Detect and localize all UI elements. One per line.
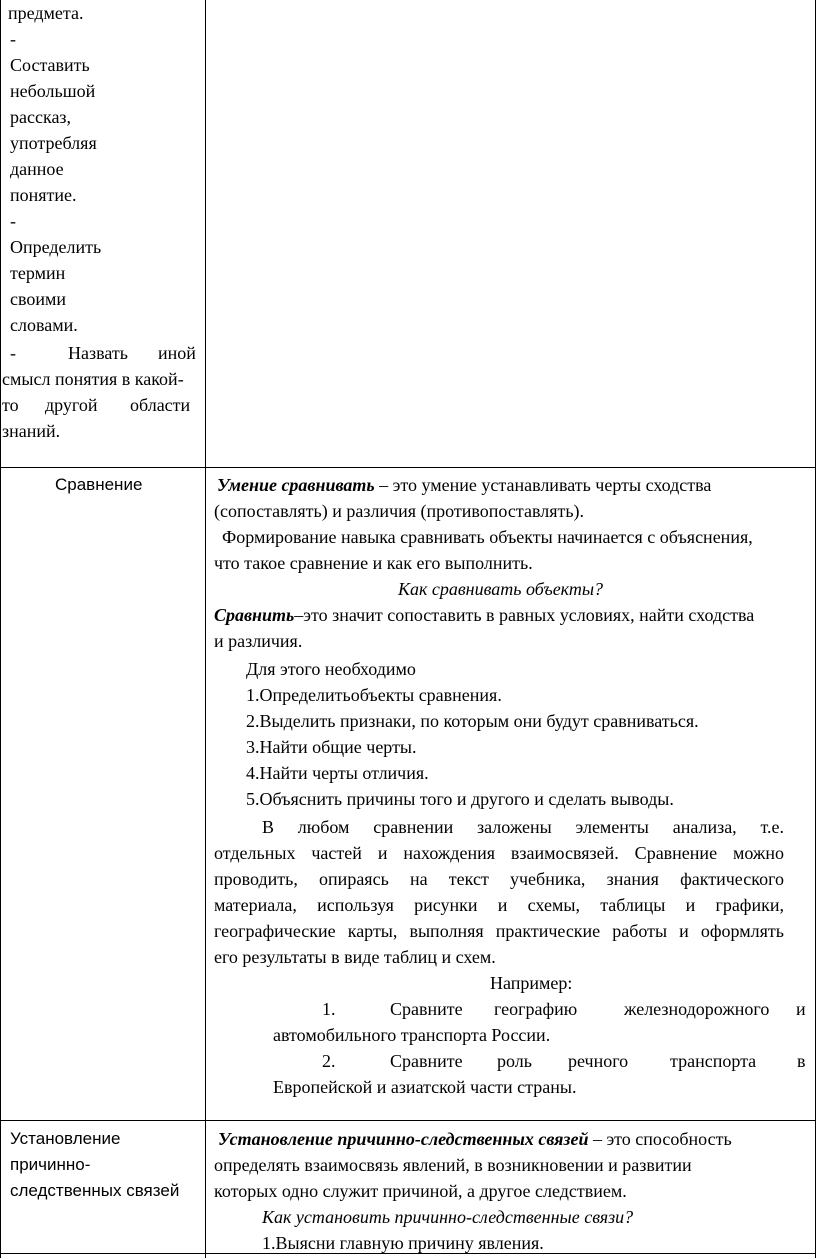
example-word: роль bbox=[497, 1051, 532, 1071]
example-word: Сравните bbox=[390, 1051, 463, 1071]
row1-line: термин bbox=[10, 263, 66, 283]
row2-p3-line2: и различия. bbox=[214, 631, 303, 651]
step-item: 3.Найти общие черты. bbox=[246, 737, 417, 757]
row-divider-2 bbox=[0, 1120, 816, 1121]
example-number: 2. bbox=[322, 1051, 336, 1071]
row1-word: области bbox=[130, 395, 191, 415]
example-word: географию bbox=[494, 999, 578, 1019]
row1-line: данное bbox=[10, 159, 64, 179]
table-left-border bbox=[0, 0, 1, 1258]
row1-dash: - bbox=[10, 343, 16, 363]
example-line2: автомобильного транспорта России. bbox=[273, 1025, 551, 1045]
row2-p2-line2: что такое сравнение и как его выполнить. bbox=[214, 553, 533, 573]
analysis-line-last: его результаты в виде таблиц и схем. bbox=[214, 947, 496, 967]
row3-heading: Как установить причинно-следственные связи? bbox=[262, 1207, 634, 1227]
row1-word: другой bbox=[45, 395, 98, 415]
row2-p2-line1: Формирование навыка сравнивать объекты начинается с объяснения, bbox=[222, 527, 753, 547]
row1-line: знаний. bbox=[2, 421, 61, 441]
row1-line: рассказ, bbox=[10, 107, 72, 127]
example-word: Сравните bbox=[390, 999, 463, 1019]
row3-p1-line1 bbox=[218, 1126, 732, 1152]
example-word: и bbox=[796, 999, 806, 1019]
step-item: 5.Объяснить причины того и другого и сделать выводы. bbox=[246, 789, 674, 809]
row1-line: понятие. bbox=[10, 185, 77, 205]
example-word: в bbox=[797, 1051, 806, 1071]
analysis-line: В любом сравнении заложены элементы анализа, т.е. bbox=[262, 817, 784, 837]
term-compare: Сравнить bbox=[214, 605, 295, 625]
row1-line: своими bbox=[10, 289, 67, 309]
row1-line: употребляя bbox=[10, 133, 97, 153]
example-word: железнодорожного bbox=[624, 999, 770, 1019]
step-item: 2.Выделить признаки, по которым они будут сравниваться. bbox=[246, 711, 699, 731]
row3-label-line: Установление bbox=[10, 1129, 121, 1148]
p1-rest: – это умение устанавливать черты сходства bbox=[374, 475, 712, 495]
p3-rest: –это значит сопоставить в равных условиях, найти сходства bbox=[294, 605, 755, 625]
analysis-line: отдельных частей и нахождения взаимосвязей. Сравнение можно bbox=[214, 843, 784, 863]
row-divider-1 bbox=[0, 467, 816, 468]
example-word: транспорта bbox=[670, 1051, 757, 1071]
row2-p1-line1 bbox=[217, 472, 711, 498]
row2-p1-line2: (сопоставлять) и различия (противопоставлять). bbox=[214, 501, 585, 521]
analysis-line: проводить, опираясь на текст учебника, знания фактического bbox=[214, 869, 784, 889]
example-word: речного bbox=[568, 1051, 629, 1071]
row3-p1-line2: определять взаимосвязь явлений, в возникновении и развитии bbox=[214, 1155, 692, 1175]
steps-intro: Для этого необходимо bbox=[246, 659, 416, 679]
row3-step1: 1.Выясни главную причину явления. bbox=[262, 1233, 544, 1253]
analysis-line: материала, используя рисунки и схемы, таблицы и графики, bbox=[214, 895, 784, 915]
row2-p3-line1 bbox=[214, 602, 754, 628]
row1-word: Назвать bbox=[68, 343, 128, 363]
row1-word: иной bbox=[158, 343, 196, 363]
row3-label-line: причинно- bbox=[10, 1155, 91, 1174]
row1-line: смысл понятия в какой- bbox=[2, 369, 184, 389]
row1-line: Определить bbox=[10, 237, 102, 257]
row1-line: небольшой bbox=[10, 81, 96, 101]
term-compare-skill: Умение сравнивать bbox=[217, 475, 375, 495]
row2-heading: Как сравнивать объекты? bbox=[398, 579, 604, 599]
row2-label: Сравнение bbox=[55, 475, 143, 494]
row3-label-line: следственных связей bbox=[10, 1181, 180, 1200]
example-number: 1. bbox=[322, 999, 336, 1019]
step-item: 4.Найти черты отличия. bbox=[246, 763, 429, 783]
row1-line: - bbox=[10, 29, 16, 49]
p1-rest: – это способность bbox=[588, 1129, 732, 1149]
row1-line: Составить bbox=[10, 55, 90, 75]
example-line2: Европейской и азиатской части страны. bbox=[273, 1077, 577, 1097]
step-item: 1.Определитьобъекты сравнения. bbox=[246, 685, 502, 705]
analysis-line: географические карты, выполняя практические работы и оформлять bbox=[214, 921, 784, 941]
example-heading: Например: bbox=[490, 973, 573, 993]
row1-line: - bbox=[10, 211, 16, 231]
row1-word: то bbox=[2, 395, 19, 415]
row1-line: словами. bbox=[10, 315, 78, 335]
term-causal: Установление причинно-следственных связей bbox=[218, 1129, 589, 1149]
table-column-divider bbox=[205, 0, 206, 1258]
row1-line: предмета. bbox=[8, 3, 84, 23]
row3-p1-line3: которых одно служит причиной, а другое следствием. bbox=[214, 1181, 627, 1201]
